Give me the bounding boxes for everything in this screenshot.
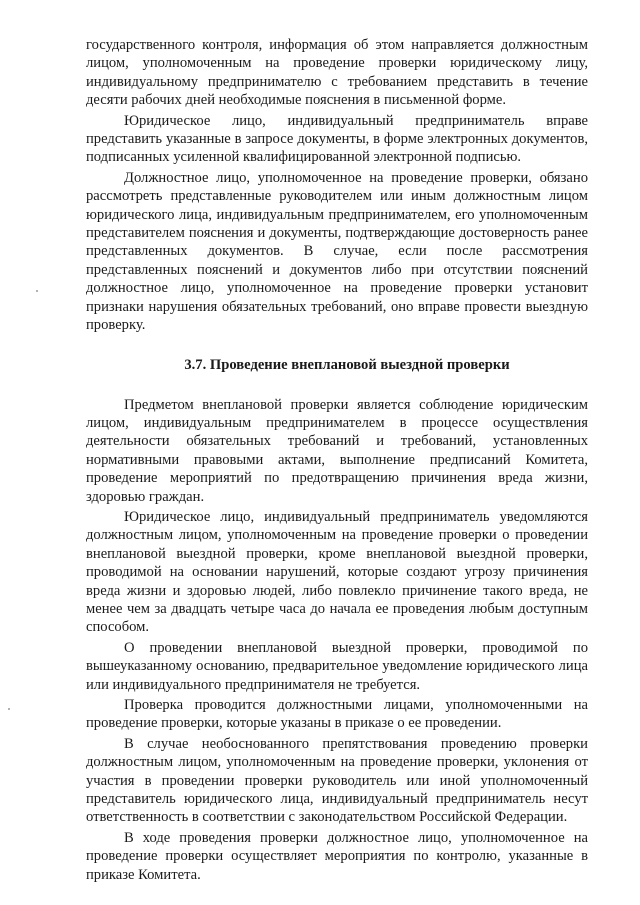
paragraph-control-measures: В ходе проведения проверки должностное лицо, уполномоченное на проведение проверки осуществляет мероприятия по контролю, указанные в приказе Комитета. [86, 829, 588, 883]
body-text-after [86, 396, 588, 885]
paragraph-subject-of-inspection: Предметом внеплановой проверки является соблюдение юридическим лицом, индивидуальным предпринимателем в процессе осуществления деятельности обязательных требований и требований, установленных нормативными правовыми актами, выполнение предписаний Комитета, проведение мероприятий по предотвращению причинения вреда жизни, здоровью граждан. [86, 396, 588, 505]
paragraph-obstruction-liability: В случае необоснованного препятствования проведению проверки должностным лицом, уполномоченным на проведение проверки, уклонения от участия в проведении проверки руководитель или иной уполномоченный представитель юридического лица, индивидуальный предприниматель несут ответственность в соответствии с законодательством Российской Федерации. [86, 735, 588, 826]
paragraph-electronic-documents: Юридическое лицо, индивидуальный предприниматель вправе представить указанные в запросе документы, в форме электронных документов, подписанных усиленной квалифицированной электронной подписью. [86, 112, 588, 166]
paragraph-review-explanations: Должностное лицо, уполномоченное на проведение проверки, обязано рассмотреть представленные руководителем или иным должностным лицом юридического лица, индивидуальным предпринимателем, его уполномоченным представителем пояснения и документы, подтверждающие достоверность ранее представленных документов. В случае, если после рассмотрения представленных пояснений и документов либо при отсутствии пояснений должностное лицо, уполномоченное на проведение проверки установит признаки нарушения обязательных требований, оно вправе провести выездную проверку. [86, 169, 588, 334]
scan-speck [8, 708, 10, 710]
scan-speck [36, 290, 38, 292]
paragraph-inspectors: Проверка проводится должностными лицами, уполномоченными на проведение проверки, которые указаны в приказе о ее проведении. [86, 697, 588, 732]
paragraph-continuation: государственного контроля, информация об этом направляется должностным лицом, уполномоченным на проведение проверки юридическому лицу, индивидуальному предпринимателю с требованием представить в течение десяти рабочих дней необходимые пояснения в письменной форме. [86, 37, 588, 109]
paragraph-no-notice-required: О проведении внеплановой выездной проверки, проводимой по вышеуказанному основанию, предварительное уведомление юридического лица или индивидуального предпринимателя не требуется. [86, 639, 588, 693]
paragraph-notification: Юридическое лицо, индивидуальный предприниматель уведомляются должностным лицом, уполномоченным на проведение проверки о проведении внеплановой выездной проверки, кроме внеплановой выездной проверки, проводимой на основании нарушений, которые создают угрозу причинения вреда жизни и здоровью людей, либо повлекло причинение такого вреда, не менее чем за двадцать четыре часа до начала ее проведения любым доступным способом. [86, 508, 588, 636]
body-text-before [86, 36, 588, 335]
section-heading: 3.7. Проведение внеплановой выездной проверки [184, 356, 510, 373]
